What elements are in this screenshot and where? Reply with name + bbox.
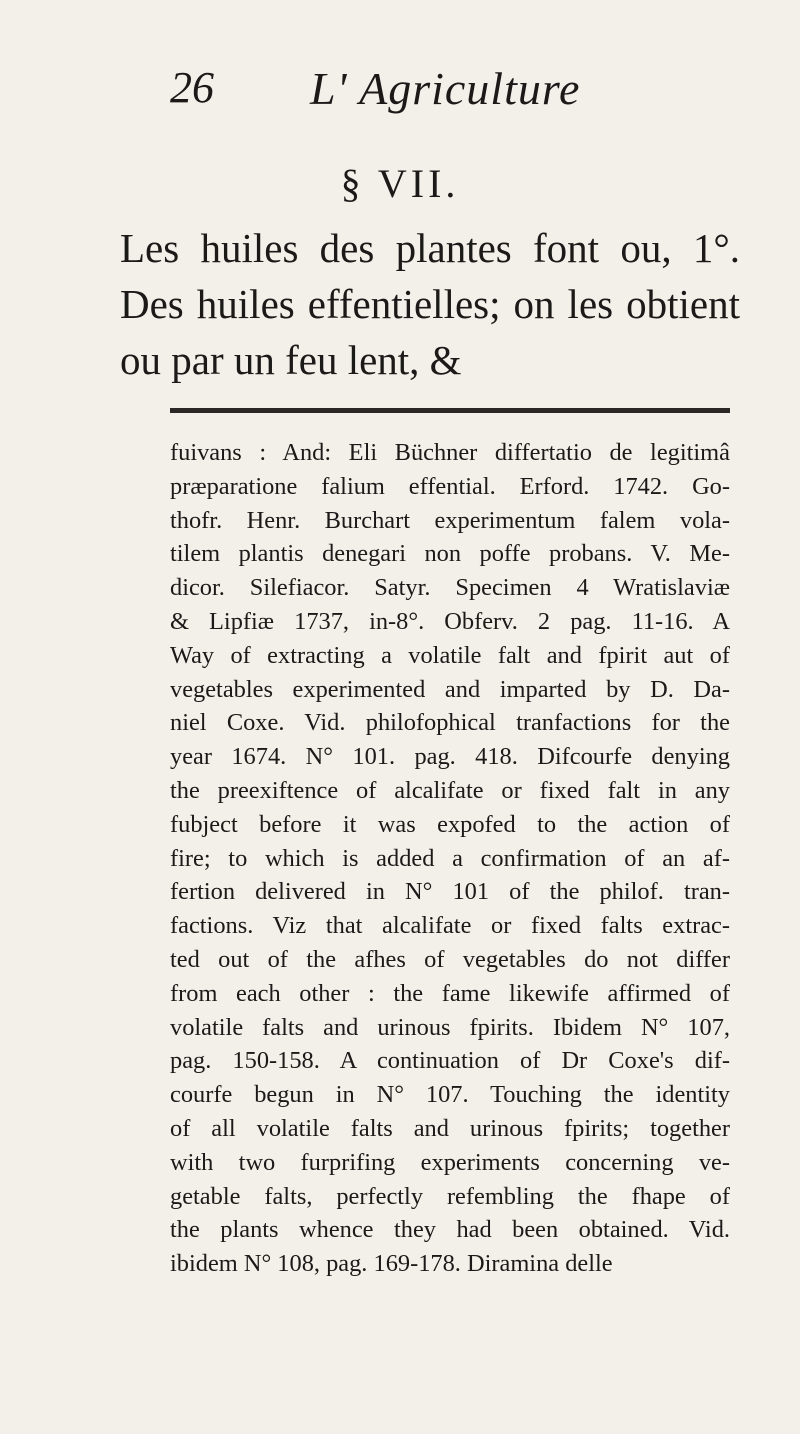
running-title: L' Agriculture bbox=[310, 63, 581, 114]
footnote-line: fertion delivered in N° 101 of the philof. tran- bbox=[170, 878, 730, 906]
footnote-line: fubject before it was expofed to the action of bbox=[170, 810, 730, 838]
footnote-line: Way of extracting a volatile falt and fpirit aut of bbox=[170, 641, 730, 669]
footnote-line: the preexiftence of alcalifate or fixed falt in any bbox=[170, 776, 730, 804]
footnote-line: ted out of the afhes of vegetables do not differ bbox=[170, 945, 730, 973]
footnote-line: getable falts, perfectly refembling the fhape of bbox=[170, 1182, 730, 1210]
footnote-rule bbox=[170, 408, 730, 413]
footnote-line: of all volatile falts and urinous fpirits; together bbox=[170, 1114, 730, 1142]
lead-paragraph: Les huiles des plantes font ou, 1°. Des huiles effentielles; on les obtient ou par un feu lent, & bbox=[120, 225, 740, 383]
footnote-line: thofr. Henr. Burchart experimentum falem vola- bbox=[170, 506, 730, 534]
footnote-line: the plants whence they had been obtained. Vid. bbox=[170, 1216, 730, 1244]
footnote-line: fire; to which is added a confirmation of an af- bbox=[170, 844, 730, 872]
footnote-line: volatile falts and urinous fpirits. Ibidem N° 107, bbox=[170, 1013, 730, 1041]
footnote-line: fuivans : And: Eli Büchner differtatio de legitimâ bbox=[170, 439, 730, 466]
footnote-line: vegetables experimented and imparted by D. Da- bbox=[170, 675, 730, 703]
footnote-line: & Lipfiæ 1737, in-8°. Obferv. 2 pag. 11-16. A bbox=[170, 607, 730, 635]
footnote-line: courfe begun in N° 107. Touching the identity bbox=[170, 1081, 730, 1109]
footnote-line: factions. Viz that alcalifate or fixed falts extrac- bbox=[170, 912, 730, 940]
page-header bbox=[170, 62, 730, 122]
footnote-line: præparatione falium effential. Erford. 1742. Go- bbox=[170, 472, 730, 500]
footnote-line: with two furprifing experiments concerning ve- bbox=[170, 1148, 730, 1176]
footnote bbox=[170, 436, 730, 1281]
footnote-line: niel Coxe. Vid. philofophical tranfactions for the bbox=[170, 709, 730, 737]
page-number: 26 bbox=[170, 63, 214, 112]
footnote-line: dicor. Silefiacor. Satyr. Specimen 4 Wratislaviæ bbox=[170, 574, 730, 602]
section-title: § VII. bbox=[340, 161, 460, 206]
footnote-line: tilem plantis denegari non poffe probans. V. Me- bbox=[170, 540, 730, 568]
footnote-line: year 1674. N° 101. pag. 418. Difcourfe denying bbox=[170, 743, 730, 771]
footnote-line: from each other : the fame likewife affirmed of bbox=[170, 979, 730, 1007]
footnote-line: ibidem N° 108, pag. 169-178. Diramina delle bbox=[170, 1250, 613, 1278]
footnote-line: pag. 150-158. A continuation of Dr Coxe's dif- bbox=[170, 1047, 730, 1075]
